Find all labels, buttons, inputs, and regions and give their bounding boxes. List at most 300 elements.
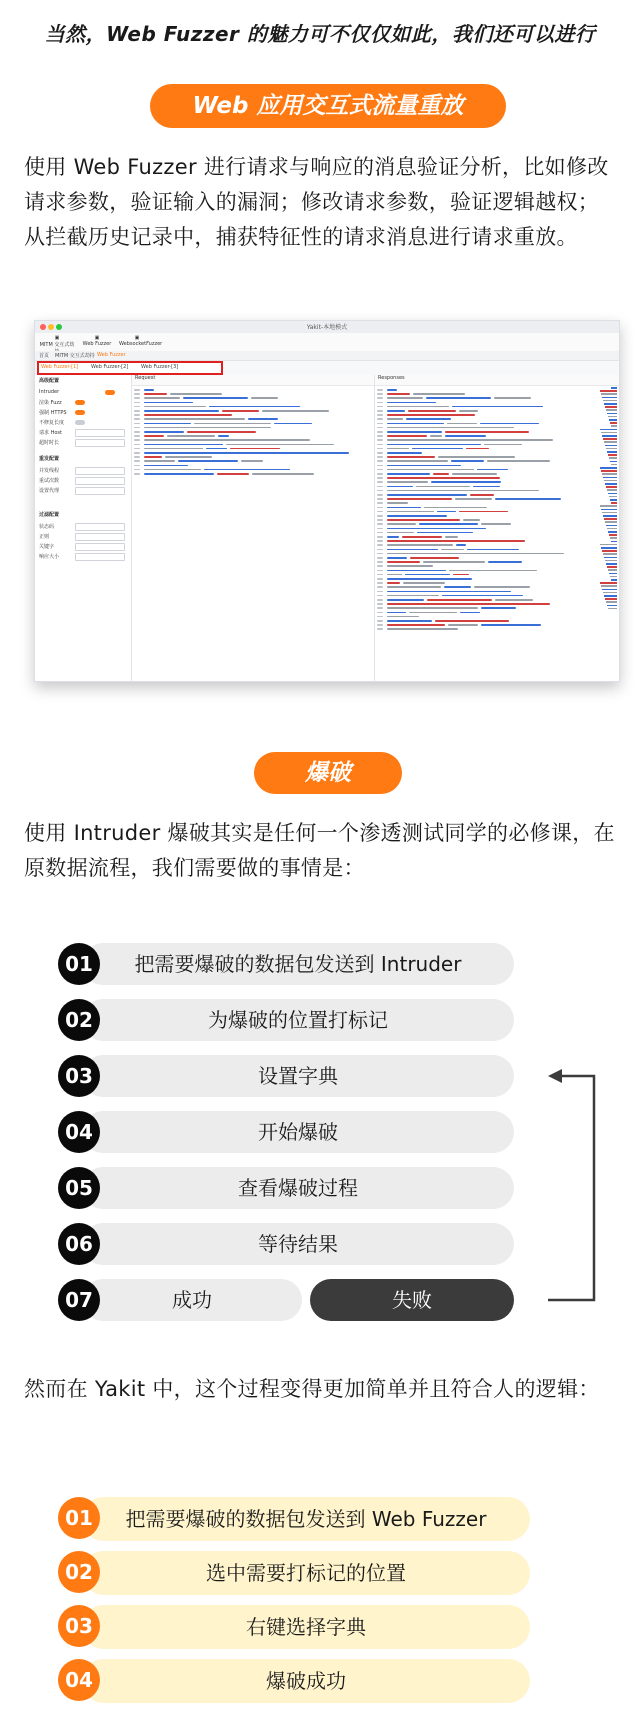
code-token bbox=[387, 612, 406, 614]
retry-input bbox=[75, 477, 125, 485]
line-number bbox=[377, 557, 383, 559]
code-token bbox=[444, 586, 471, 588]
line-number bbox=[134, 444, 140, 446]
code-token bbox=[387, 473, 430, 475]
minimap-line bbox=[611, 464, 617, 466]
minimap-line bbox=[605, 560, 617, 562]
code-token bbox=[455, 498, 492, 500]
minimap-line bbox=[607, 413, 617, 415]
code-token bbox=[481, 523, 512, 525]
code-token bbox=[426, 397, 491, 399]
request-header: Request bbox=[132, 375, 374, 386]
yakit-step-number: 01 bbox=[58, 1497, 100, 1539]
code-token bbox=[218, 435, 229, 437]
minimap-line bbox=[609, 496, 617, 498]
threads-input bbox=[75, 467, 125, 475]
yakit-step-bar: 把需要爆破的数据包发送到 Web Fuzzer bbox=[82, 1497, 530, 1541]
line-number bbox=[377, 507, 383, 509]
code-token bbox=[387, 452, 422, 454]
code-token bbox=[144, 460, 175, 462]
loop-back-arrow-icon bbox=[548, 1060, 608, 1310]
minimap-line bbox=[606, 486, 617, 488]
minimap-line bbox=[600, 467, 617, 469]
minimap-line bbox=[605, 483, 617, 485]
tab-home: 首页 bbox=[39, 353, 50, 359]
step-number: 02 bbox=[58, 999, 100, 1041]
code-token bbox=[144, 418, 245, 420]
minimap-line bbox=[607, 451, 617, 453]
minimap-line bbox=[606, 409, 617, 411]
code-token bbox=[416, 486, 471, 488]
code-token bbox=[387, 595, 439, 597]
line-number bbox=[377, 515, 383, 517]
code-token bbox=[442, 595, 523, 597]
code-token bbox=[387, 536, 399, 538]
step-number: 05 bbox=[58, 1167, 100, 1209]
regex-input bbox=[75, 533, 125, 541]
code-token bbox=[387, 620, 432, 622]
line-number bbox=[377, 523, 383, 525]
code-token bbox=[387, 574, 402, 576]
config-row: 关键字 bbox=[39, 544, 55, 550]
minimap-line bbox=[609, 457, 617, 459]
minimap-line bbox=[611, 425, 617, 427]
code-token bbox=[226, 444, 334, 446]
line-number bbox=[377, 393, 383, 395]
code-token bbox=[144, 423, 191, 425]
minimap-line bbox=[608, 493, 617, 495]
code-token bbox=[387, 553, 564, 555]
line-number bbox=[134, 452, 140, 454]
code-token bbox=[488, 561, 522, 563]
tab-webfuzzer: Web Fuzzer bbox=[97, 352, 126, 358]
minimap-line bbox=[602, 397, 617, 399]
line-number bbox=[377, 586, 383, 588]
line-number bbox=[377, 490, 383, 492]
code-token bbox=[387, 494, 467, 496]
code-token bbox=[387, 448, 409, 450]
config-row: 渲染 Fuzz bbox=[39, 400, 62, 406]
code-token bbox=[144, 465, 188, 467]
code-token bbox=[217, 473, 249, 475]
minimap-line bbox=[601, 393, 617, 395]
code-token bbox=[435, 620, 509, 622]
code-token bbox=[387, 586, 441, 588]
line-number bbox=[134, 427, 140, 429]
minimap-line bbox=[601, 509, 617, 511]
line-number bbox=[377, 574, 383, 576]
line-number bbox=[134, 456, 140, 458]
code-token bbox=[274, 423, 313, 425]
code-token bbox=[412, 448, 463, 450]
code-token bbox=[387, 544, 453, 546]
code-token bbox=[387, 591, 511, 593]
minimap-line bbox=[608, 454, 617, 456]
line-number bbox=[134, 469, 140, 471]
code-token bbox=[484, 444, 522, 446]
status-code-input bbox=[75, 523, 125, 531]
line-number bbox=[377, 511, 383, 513]
code-token bbox=[165, 456, 212, 458]
code-token bbox=[387, 549, 438, 551]
code-token bbox=[144, 406, 206, 408]
code-token bbox=[248, 418, 278, 420]
minimap-line bbox=[600, 544, 617, 546]
code-token bbox=[463, 519, 480, 521]
minimap-line bbox=[607, 566, 617, 568]
minimap-line bbox=[600, 582, 617, 584]
line-number bbox=[377, 418, 383, 420]
code-token bbox=[480, 423, 539, 425]
line-number bbox=[134, 418, 140, 420]
code-token bbox=[438, 456, 515, 458]
toolbar-mitm: ▣ MITM 交互式劫 bbox=[39, 335, 75, 348]
line-number bbox=[377, 599, 383, 601]
code-token bbox=[144, 444, 223, 446]
code-token bbox=[387, 435, 427, 437]
step-number: 04 bbox=[58, 1111, 100, 1153]
minimap-line bbox=[604, 595, 617, 597]
minimap-line bbox=[609, 419, 617, 421]
line-number bbox=[377, 460, 383, 462]
code-token bbox=[477, 469, 508, 471]
line-number bbox=[377, 448, 383, 450]
line-number bbox=[134, 439, 140, 441]
line-number bbox=[377, 603, 383, 605]
toggle-icon bbox=[105, 390, 115, 395]
code-token bbox=[387, 486, 413, 488]
line-number bbox=[377, 616, 383, 618]
line-number bbox=[377, 494, 383, 496]
minimap-line bbox=[608, 608, 617, 610]
subtab-3: Web Fuzzer-[3] bbox=[141, 364, 179, 370]
line-number bbox=[377, 544, 383, 546]
minimap-line bbox=[606, 563, 617, 565]
yakit-step-bar: 右键选择字典 bbox=[82, 1605, 530, 1649]
config-row: 设置代理 bbox=[39, 488, 60, 494]
step-bar-success: 成功 bbox=[82, 1279, 302, 1321]
code-token bbox=[387, 460, 448, 462]
code-token bbox=[387, 628, 458, 630]
yakit-screenshot bbox=[34, 320, 620, 682]
code-token bbox=[144, 427, 271, 429]
code-token bbox=[387, 523, 416, 525]
line-number bbox=[377, 620, 383, 622]
code-token bbox=[387, 557, 407, 559]
code-token bbox=[495, 599, 533, 601]
line-number bbox=[377, 452, 383, 454]
code-token bbox=[449, 570, 537, 572]
code-token bbox=[494, 397, 531, 399]
subtab-2: Web Fuzzer-[2] bbox=[91, 364, 129, 370]
code-token bbox=[473, 486, 500, 488]
code-token bbox=[251, 397, 278, 399]
config-row: Intruder bbox=[39, 389, 60, 395]
line-number bbox=[134, 393, 140, 395]
minimap-line bbox=[611, 541, 617, 543]
code-token bbox=[453, 574, 470, 576]
code-token bbox=[433, 473, 449, 475]
code-token bbox=[487, 460, 549, 462]
line-number bbox=[134, 406, 140, 408]
code-token bbox=[209, 406, 300, 408]
line-number bbox=[377, 410, 383, 412]
top-tabs bbox=[35, 351, 619, 361]
code-token bbox=[387, 616, 419, 618]
line-number bbox=[377, 477, 383, 479]
code-token bbox=[144, 402, 193, 404]
size-input bbox=[75, 553, 125, 561]
code-token bbox=[451, 460, 484, 462]
code-token bbox=[187, 431, 256, 433]
minimap-line bbox=[602, 473, 617, 475]
minimap-line bbox=[606, 448, 617, 450]
code-token bbox=[405, 574, 449, 576]
code-token bbox=[424, 507, 487, 509]
code-token bbox=[144, 435, 164, 437]
code-token bbox=[144, 397, 180, 399]
code-token bbox=[144, 393, 167, 395]
line-number bbox=[377, 423, 383, 425]
code-token bbox=[387, 565, 433, 567]
step-bar: 把需要爆破的数据包发送到 Intruder bbox=[82, 943, 514, 985]
code-token bbox=[144, 389, 154, 391]
minimap-line bbox=[603, 515, 617, 517]
minimap-line bbox=[604, 403, 617, 405]
minimap-line bbox=[602, 589, 617, 591]
yakit-step-bar: 选中需要打标记的位置 bbox=[82, 1551, 530, 1595]
line-number bbox=[377, 389, 383, 391]
minimap-line bbox=[603, 477, 617, 479]
minimap-line bbox=[609, 573, 617, 575]
code-token bbox=[474, 586, 530, 588]
minimap-line bbox=[605, 598, 617, 600]
line-number bbox=[377, 435, 383, 437]
line-number bbox=[134, 389, 140, 391]
code-token bbox=[387, 481, 428, 483]
code-token bbox=[406, 418, 451, 420]
code-token bbox=[144, 469, 201, 471]
minimap-line bbox=[611, 579, 617, 581]
line-number bbox=[377, 532, 383, 534]
yakit-step-number: 04 bbox=[58, 1659, 100, 1701]
code-token bbox=[452, 473, 497, 475]
minimap-line bbox=[608, 531, 617, 533]
code-token bbox=[387, 444, 481, 446]
step-bar: 为爆破的位置打标记 bbox=[82, 999, 514, 1041]
line-number bbox=[134, 423, 140, 425]
minimap-line bbox=[607, 528, 617, 530]
code-token bbox=[170, 393, 222, 395]
line-number bbox=[377, 519, 383, 521]
intro-line: 当然，Web Fuzzer 的魅力可不仅仅如此，我们还可以进行 bbox=[44, 22, 596, 46]
code-token bbox=[387, 418, 403, 420]
minimap-line bbox=[608, 416, 617, 418]
line-number bbox=[377, 549, 383, 551]
line-number bbox=[377, 486, 383, 488]
code-token bbox=[144, 439, 310, 441]
line-number bbox=[377, 628, 383, 630]
line-number bbox=[377, 528, 383, 530]
code-token bbox=[427, 599, 493, 601]
config-row: 超时时长 bbox=[39, 440, 60, 446]
minimap-line bbox=[610, 499, 617, 501]
minimap-line bbox=[600, 429, 617, 431]
code-token bbox=[387, 528, 486, 530]
config-row: 过滤配置 bbox=[39, 512, 60, 518]
minimap-line bbox=[603, 592, 617, 594]
config-row: 重试次数 bbox=[39, 478, 60, 484]
config-row: 不修复长度 bbox=[39, 420, 65, 426]
subtab-1: Web Fuzzer-[1] bbox=[41, 364, 79, 370]
line-number bbox=[134, 460, 140, 462]
code-token bbox=[445, 435, 486, 437]
step-bar: 等待结果 bbox=[82, 1223, 514, 1265]
app-toolbar bbox=[35, 333, 619, 352]
code-token bbox=[204, 469, 290, 471]
code-token bbox=[144, 456, 162, 458]
code-token bbox=[144, 414, 232, 416]
line-number bbox=[134, 473, 140, 475]
code-token bbox=[387, 507, 421, 509]
step-bar: 设置字典 bbox=[82, 1055, 514, 1097]
code-token bbox=[387, 423, 444, 425]
line-number bbox=[377, 570, 383, 572]
code-token bbox=[417, 532, 473, 534]
code-token bbox=[459, 410, 479, 412]
step-number: 03 bbox=[58, 1055, 100, 1097]
line-number bbox=[377, 439, 383, 441]
code-token bbox=[183, 397, 248, 399]
response-header: Responses bbox=[375, 375, 619, 386]
code-token bbox=[387, 511, 434, 513]
code-token bbox=[194, 423, 270, 425]
code-token bbox=[387, 490, 539, 492]
config-row: 重发配置 bbox=[39, 456, 60, 462]
code-token bbox=[387, 465, 461, 467]
yakit-paragraph: 然而在 Yakit 中，这个过程变得更加简单并且符合人的逻辑： bbox=[24, 1377, 600, 1401]
config-row: 并发线程 bbox=[39, 468, 60, 474]
code-token bbox=[222, 410, 259, 412]
minimap-line bbox=[605, 445, 617, 447]
code-token bbox=[387, 439, 553, 441]
tab-mitm: MITM 交互式劫持 bbox=[55, 353, 95, 359]
code-token bbox=[262, 410, 328, 412]
code-token bbox=[167, 435, 216, 437]
step-number: 07 bbox=[58, 1279, 100, 1321]
code-token bbox=[419, 523, 477, 525]
code-token bbox=[387, 427, 514, 429]
minimap-line bbox=[602, 435, 617, 437]
code-token bbox=[387, 603, 550, 605]
minimap-line bbox=[611, 502, 617, 504]
code-token bbox=[387, 532, 414, 534]
code-token bbox=[178, 460, 238, 462]
line-number bbox=[134, 435, 140, 437]
line-number bbox=[377, 565, 383, 567]
minimap-line bbox=[610, 461, 617, 463]
code-token bbox=[445, 536, 458, 538]
line-number bbox=[377, 591, 383, 593]
step-bar-fail: 失败 bbox=[310, 1279, 514, 1321]
code-token bbox=[387, 515, 447, 517]
code-token bbox=[387, 477, 500, 479]
code-token bbox=[144, 410, 219, 412]
code-token bbox=[387, 410, 405, 412]
line-number bbox=[377, 612, 383, 614]
code-token bbox=[460, 612, 480, 614]
code-token bbox=[410, 557, 459, 559]
code-token bbox=[387, 582, 400, 584]
line-number bbox=[377, 578, 383, 580]
code-token bbox=[481, 624, 540, 626]
line-number bbox=[377, 481, 383, 483]
advanced-config-panel bbox=[35, 375, 132, 681]
timeout-input bbox=[75, 439, 125, 447]
bruteforce-paragraph: 使用 Intruder 爆破其实是任何一个渗透测试同学的必修课，在原数据流程，我们需要做的事情是： bbox=[24, 821, 615, 880]
code-token bbox=[241, 460, 263, 462]
code-token bbox=[387, 389, 397, 391]
code-token bbox=[387, 578, 472, 580]
code-token bbox=[387, 414, 475, 416]
replay-paragraph: 使用 Web Fuzzer 进行请求与响应的消息验证分析，比如修改请求参数，验证输入的漏洞；修改请求参数，验证逻辑越权；从拦截历史记录中，捕获特征性的请求消息进行请求重放。 bbox=[24, 155, 609, 249]
line-number bbox=[377, 427, 383, 429]
code-token bbox=[144, 431, 184, 433]
code-token bbox=[144, 452, 349, 454]
line-number bbox=[377, 582, 383, 584]
code-token bbox=[470, 494, 494, 496]
minimap-line bbox=[603, 553, 617, 555]
line-number bbox=[134, 414, 140, 416]
line-number bbox=[134, 465, 140, 467]
minimap-line bbox=[611, 387, 617, 389]
minimap-line bbox=[604, 441, 617, 443]
minimap-line bbox=[600, 505, 617, 507]
code-token bbox=[144, 448, 203, 450]
code-token bbox=[467, 549, 519, 551]
line-number bbox=[377, 607, 383, 609]
code-token bbox=[387, 406, 449, 408]
code-token bbox=[447, 423, 477, 425]
line-number bbox=[377, 444, 383, 446]
code-token bbox=[387, 570, 446, 572]
code-token bbox=[445, 431, 529, 433]
code-token bbox=[387, 561, 420, 563]
line-number bbox=[377, 402, 383, 404]
minimap-line bbox=[607, 489, 617, 491]
line-number bbox=[377, 553, 383, 555]
line-number bbox=[377, 561, 383, 563]
config-header: 高级配置 bbox=[39, 378, 60, 384]
response-pane bbox=[375, 375, 619, 681]
toggle-icon bbox=[75, 400, 85, 405]
line-number bbox=[377, 456, 383, 458]
line-number bbox=[134, 397, 140, 399]
config-row: 请求 Host bbox=[39, 430, 62, 436]
line-number bbox=[377, 498, 383, 500]
minimap-line bbox=[604, 480, 617, 482]
line-number bbox=[134, 410, 140, 412]
config-row: 强制 HTTPS bbox=[39, 410, 67, 416]
code-token bbox=[456, 544, 466, 546]
code-token bbox=[481, 607, 516, 609]
line-number bbox=[134, 448, 140, 450]
code-token bbox=[387, 498, 452, 500]
line-number bbox=[377, 406, 383, 408]
minimap-line bbox=[609, 534, 617, 536]
config-row: 状态码 bbox=[39, 524, 55, 530]
minimap-line bbox=[610, 576, 617, 578]
